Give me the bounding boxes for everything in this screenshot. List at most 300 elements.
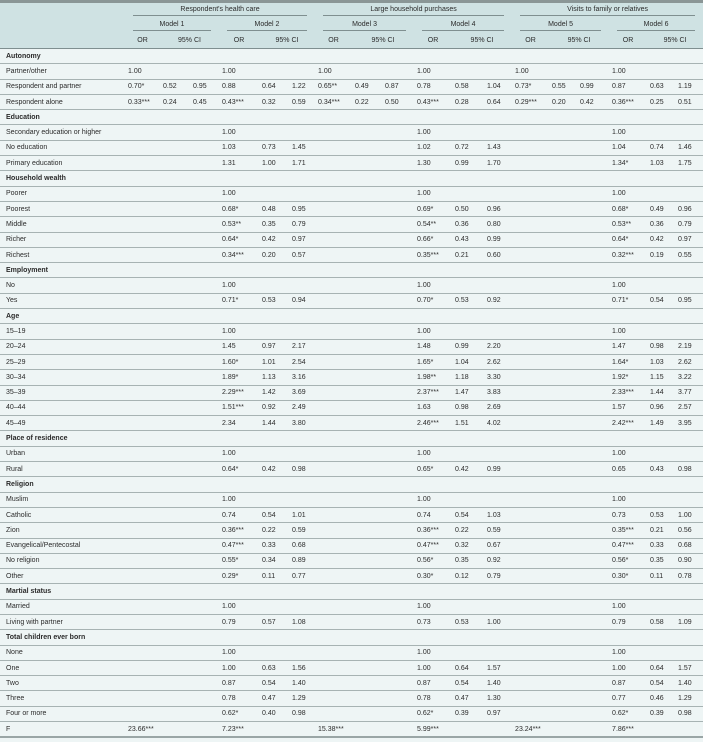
ci-upper-cell: 1.71 (289, 156, 315, 171)
ci-lower-cell (160, 676, 190, 691)
or-cell (125, 140, 160, 155)
ci-lower-cell (352, 523, 382, 538)
or-cell (512, 599, 549, 614)
or-cell: 0.68* (609, 201, 647, 216)
or-cell: 0.62* (414, 706, 452, 721)
ci-lower-cell: 0.72 (452, 140, 484, 155)
ci-lower-cell (549, 370, 577, 385)
table-row (0, 293, 703, 308)
ci-lower-cell: 0.57 (259, 614, 289, 629)
ci-lower-cell (160, 64, 190, 79)
row-label: 30–34 (0, 370, 125, 385)
or-cell (315, 400, 352, 415)
table-row (0, 79, 703, 94)
ci-lower-cell (352, 278, 382, 293)
or-cell: 1.00 (609, 446, 647, 461)
or-cell: 0.71* (219, 293, 259, 308)
ci-upper-cell: 0.97 (289, 232, 315, 247)
table-row (0, 186, 703, 201)
table-row (0, 538, 703, 553)
ci-lower-cell (160, 706, 190, 721)
ci-lower-cell: 0.22 (259, 523, 289, 538)
ci-lower-cell: 1.49 (647, 416, 675, 431)
or-cell: 2.46*** (414, 416, 452, 431)
or-cell (315, 553, 352, 568)
ci-upper-cell (190, 507, 219, 522)
ci-upper-cell: 1.45 (289, 140, 315, 155)
row-label: No (0, 278, 125, 293)
ci-lower-cell (549, 278, 577, 293)
row-label: Poorest (0, 201, 125, 216)
or-cell (125, 156, 160, 171)
ci-upper-cell (577, 446, 609, 461)
ci-upper-cell: 0.59 (289, 523, 315, 538)
ci-lower-cell (549, 416, 577, 431)
ci-upper-cell (484, 645, 512, 660)
ci-lower-cell: 0.97 (259, 339, 289, 354)
ci-lower-cell (160, 247, 190, 262)
or-cell: 1.00 (125, 64, 160, 79)
ci-upper-cell: 1.40 (484, 676, 512, 691)
ci-upper-cell (577, 385, 609, 400)
ci-upper-cell (577, 125, 609, 140)
or-cell (125, 676, 160, 691)
ci-lower-cell: 0.96 (647, 400, 675, 415)
ci-lower-cell: 0.43 (452, 232, 484, 247)
ci-lower-cell: 1.15 (647, 370, 675, 385)
or-cell (512, 400, 549, 415)
ci-upper-cell (577, 186, 609, 201)
ci-lower-cell (160, 400, 190, 415)
table-row (0, 599, 703, 614)
ci-lower-cell (160, 324, 190, 339)
or-cell: 0.74 (219, 507, 259, 522)
or-cell: 0.30* (609, 569, 647, 584)
or-cell (125, 706, 160, 721)
or-cell (512, 523, 549, 538)
model-label: Model 1 (133, 21, 211, 31)
ci-lower-cell: 0.39 (647, 706, 675, 721)
section-label: Household wealth (0, 171, 703, 186)
ci-upper-cell (289, 278, 315, 293)
row-label: Partner/other (0, 64, 125, 79)
row-label: Three (0, 691, 125, 706)
ci-upper-cell: 0.95 (675, 293, 703, 308)
ci-lower-cell (549, 400, 577, 415)
ci-lower-cell (352, 492, 382, 507)
or-cell: 0.43*** (414, 94, 452, 109)
or-cell: 1.00 (414, 660, 452, 675)
or-cell: 0.47*** (609, 538, 647, 553)
ci-upper-cell: 2.20 (484, 339, 512, 354)
table-row (0, 660, 703, 675)
ci-lower-cell (549, 354, 577, 369)
ci-upper-cell (675, 645, 703, 660)
or-header: OR (414, 33, 452, 49)
ci-upper-cell (190, 660, 219, 675)
or-cell (512, 614, 549, 629)
or-cell: 0.35*** (414, 247, 452, 262)
or-cell (512, 446, 549, 461)
or-cell: 1.30 (414, 156, 452, 171)
ci-lower-cell: 0.47 (452, 691, 484, 706)
ci-lower-cell: 0.28 (452, 94, 484, 109)
ci-lower-cell (647, 492, 675, 507)
or-cell: 1.31 (219, 156, 259, 171)
ci-lower-cell (549, 385, 577, 400)
or-cell: 0.35*** (609, 523, 647, 538)
ci-upper-cell (484, 722, 512, 738)
ci-lower-cell (352, 569, 382, 584)
ci-upper-cell: 0.68 (675, 538, 703, 553)
or-cell (315, 676, 352, 691)
or-cell: 1.00 (315, 64, 352, 79)
table-row (0, 416, 703, 431)
ci-lower-cell (160, 186, 190, 201)
table-row (0, 339, 703, 354)
or-cell (125, 569, 160, 584)
ci-upper-cell (190, 156, 219, 171)
ci-lower-cell (259, 492, 289, 507)
or-cell: 5.99*** (414, 722, 452, 738)
or-cell: 0.64* (219, 462, 259, 477)
ci-lower-cell (352, 186, 382, 201)
ci-lower-cell (352, 599, 382, 614)
ci-upper-cell (382, 569, 414, 584)
ci-lower-cell (160, 599, 190, 614)
or-cell (512, 416, 549, 431)
ci-upper-cell (484, 125, 512, 140)
ci-upper-cell (577, 324, 609, 339)
ci-upper-cell (675, 64, 703, 79)
ci-upper-cell (675, 492, 703, 507)
or-cell: 1.00 (219, 645, 259, 660)
or-cell (315, 156, 352, 171)
row-label: 20–24 (0, 339, 125, 354)
ci-lower-cell (549, 569, 577, 584)
ci-lower-cell (549, 599, 577, 614)
or-cell: 1.63 (414, 400, 452, 415)
ci-lower-cell: 1.44 (647, 385, 675, 400)
or-cell: 1.00 (609, 186, 647, 201)
ci-lower-cell (352, 385, 382, 400)
section-label: Place of residence (0, 431, 703, 446)
ci-upper-cell: 0.87 (382, 79, 414, 94)
or-cell: 2.33*** (609, 385, 647, 400)
ci-lower-cell (352, 140, 382, 155)
section-label: Religion (0, 477, 703, 492)
ci-upper-cell (577, 232, 609, 247)
ci-upper-cell: 2.62 (484, 354, 512, 369)
section-row (0, 584, 703, 599)
ci-lower-cell (549, 156, 577, 171)
or-cell: 0.87 (609, 79, 647, 94)
ci-upper-cell (382, 553, 414, 568)
ci-upper-cell: 0.79 (484, 569, 512, 584)
or-cell: 0.79 (609, 614, 647, 629)
or-cell: 1.02 (414, 140, 452, 155)
or-cell: 0.36*** (219, 523, 259, 538)
ci-lower-cell: 0.22 (352, 94, 382, 109)
or-cell (512, 156, 549, 171)
ci-lower-cell: 1.18 (452, 370, 484, 385)
ci-upper-cell (382, 492, 414, 507)
ci-header: 95% CI (160, 33, 219, 49)
ci-upper-cell: 1.30 (484, 691, 512, 706)
ci-upper-cell (484, 186, 512, 201)
or-cell (512, 339, 549, 354)
ci-upper-cell: 0.95 (190, 79, 219, 94)
ci-upper-cell (382, 462, 414, 477)
ci-lower-cell: 0.12 (452, 569, 484, 584)
or-cell (315, 446, 352, 461)
ci-lower-cell (549, 186, 577, 201)
ci-upper-cell (577, 492, 609, 507)
ci-lower-cell: 0.54 (452, 507, 484, 522)
ci-lower-cell (352, 676, 382, 691)
row-label: 45–49 (0, 416, 125, 431)
ci-upper-cell (484, 446, 512, 461)
ci-lower-cell: 0.99 (452, 339, 484, 354)
ci-lower-cell (160, 125, 190, 140)
ci-lower-cell (549, 201, 577, 216)
or-cell (512, 660, 549, 675)
or-cell: 1.00 (414, 645, 452, 660)
ci-upper-cell (382, 722, 414, 738)
ci-upper-cell (190, 278, 219, 293)
ci-upper-cell (382, 201, 414, 216)
ci-upper-cell: 2.57 (675, 400, 703, 415)
ci-lower-cell: 0.54 (647, 293, 675, 308)
ci-upper-cell (675, 599, 703, 614)
ci-lower-cell (160, 278, 190, 293)
or-cell (125, 201, 160, 216)
ci-lower-cell (160, 660, 190, 675)
ci-lower-cell (549, 614, 577, 629)
ci-upper-cell: 1.08 (289, 614, 315, 629)
ci-upper-cell (190, 462, 219, 477)
or-cell (512, 232, 549, 247)
ci-upper-cell (577, 569, 609, 584)
or-cell: 0.34*** (219, 247, 259, 262)
or-cell (125, 492, 160, 507)
ci-upper-cell: 3.95 (675, 416, 703, 431)
or-cell: 1.00 (414, 446, 452, 461)
ci-lower-cell: 0.73 (259, 140, 289, 155)
or-cell: 1.04 (609, 140, 647, 155)
ci-upper-cell (382, 645, 414, 660)
section-row (0, 309, 703, 324)
row-label: None (0, 645, 125, 660)
or-header: OR (219, 33, 259, 49)
ci-upper-cell: 3.69 (289, 385, 315, 400)
table-row (0, 400, 703, 415)
ci-lower-cell (352, 416, 382, 431)
ci-lower-cell: 0.54 (259, 507, 289, 522)
ci-upper-cell (190, 446, 219, 461)
ci-upper-cell (190, 538, 219, 553)
ci-upper-cell (577, 416, 609, 431)
ci-upper-cell (190, 492, 219, 507)
ci-lower-cell (160, 370, 190, 385)
or-cell (315, 492, 352, 507)
ci-lower-cell: 0.21 (452, 247, 484, 262)
or-cell: 1.92* (609, 370, 647, 385)
or-cell (512, 569, 549, 584)
ci-upper-cell (289, 446, 315, 461)
or-cell: 0.30* (414, 569, 452, 584)
or-cell: 0.78 (414, 691, 452, 706)
or-cell: 0.65* (414, 462, 452, 477)
ci-lower-cell (549, 232, 577, 247)
ci-upper-cell (190, 614, 219, 629)
or-cell (125, 400, 160, 415)
or-cell: 0.32*** (609, 247, 647, 262)
ci-lower-cell (452, 125, 484, 140)
model-header (125, 18, 219, 33)
row-label: Muslim (0, 492, 125, 507)
model-label: Model 5 (520, 21, 601, 31)
or-cell (125, 691, 160, 706)
ci-upper-cell: 0.92 (484, 553, 512, 568)
ci-upper-cell (382, 125, 414, 140)
ci-upper-cell: 0.57 (289, 247, 315, 262)
ci-upper-cell: 0.79 (675, 217, 703, 232)
ci-upper-cell: 1.01 (289, 507, 315, 522)
ci-header: 95% CI (352, 33, 414, 49)
or-cell (315, 691, 352, 706)
ci-lower-cell (259, 446, 289, 461)
table-row (0, 156, 703, 171)
row-label: 25–29 (0, 354, 125, 369)
ci-lower-cell: 1.04 (452, 354, 484, 369)
ci-lower-cell (160, 156, 190, 171)
ci-upper-cell (577, 538, 609, 553)
ci-upper-cell (382, 385, 414, 400)
or-cell: 1.00 (219, 64, 259, 79)
or-cell (512, 354, 549, 369)
ci-upper-cell (675, 125, 703, 140)
or-cell: 1.00 (219, 324, 259, 339)
ci-lower-cell: 0.22 (452, 523, 484, 538)
ci-lower-cell (259, 324, 289, 339)
ci-upper-cell (190, 217, 219, 232)
ci-upper-cell (289, 599, 315, 614)
ci-lower-cell: 0.63 (647, 79, 675, 94)
ci-upper-cell (382, 217, 414, 232)
ci-lower-cell (549, 247, 577, 262)
ci-upper-cell (382, 186, 414, 201)
or-cell (512, 293, 549, 308)
table-row (0, 278, 703, 293)
ci-upper-cell: 2.69 (484, 400, 512, 415)
ci-upper-cell (289, 64, 315, 79)
ci-upper-cell (382, 614, 414, 629)
ci-lower-cell: 0.98 (452, 400, 484, 415)
or-cell (125, 538, 160, 553)
or-cell: 0.47*** (414, 538, 452, 553)
ci-upper-cell (382, 232, 414, 247)
or-cell: 1.00 (414, 125, 452, 140)
row-label: Rural (0, 462, 125, 477)
ci-lower-cell (549, 140, 577, 155)
ci-lower-cell: 0.74 (647, 140, 675, 155)
ci-upper-cell (675, 186, 703, 201)
ci-upper-cell (577, 247, 609, 262)
row-label: Catholic (0, 507, 125, 522)
or-cell (315, 538, 352, 553)
ci-upper-cell (577, 462, 609, 477)
or-cell (315, 416, 352, 431)
ci-upper-cell: 2.19 (675, 339, 703, 354)
or-cell: 7.23*** (219, 722, 259, 738)
table-row (0, 722, 703, 738)
or-cell (315, 523, 352, 538)
ci-upper-cell (577, 660, 609, 675)
model-label: Model 3 (323, 21, 406, 31)
model-header (315, 18, 414, 33)
ci-lower-cell: 0.63 (259, 660, 289, 675)
or-cell (315, 370, 352, 385)
table-row (0, 614, 703, 629)
or-cell: 1.57 (609, 400, 647, 415)
ci-lower-cell (352, 645, 382, 660)
or-cell: 0.47*** (219, 538, 259, 553)
ci-upper-cell (382, 370, 414, 385)
or-cell (315, 140, 352, 155)
ci-upper-cell: 0.96 (484, 201, 512, 216)
or-cell: 0.73* (512, 79, 549, 94)
or-cell (125, 339, 160, 354)
or-cell (512, 462, 549, 477)
ci-upper-cell (484, 64, 512, 79)
ci-lower-cell (452, 492, 484, 507)
ci-lower-cell (352, 446, 382, 461)
ci-lower-cell (452, 64, 484, 79)
or-cell (125, 217, 160, 232)
ci-lower-cell (259, 278, 289, 293)
or-cell (125, 278, 160, 293)
row-label: Two (0, 676, 125, 691)
or-cell: 0.64* (609, 232, 647, 247)
ci-upper-cell (484, 492, 512, 507)
or-cell: 1.00 (414, 492, 452, 507)
ci-upper-cell (382, 278, 414, 293)
ci-upper-cell: 1.56 (289, 660, 315, 675)
ci-lower-cell: 0.46 (647, 691, 675, 706)
ci-lower-cell (352, 232, 382, 247)
ci-lower-cell: 1.03 (647, 354, 675, 369)
table-row (0, 247, 703, 262)
or-cell: 0.87 (219, 676, 259, 691)
ci-upper-cell (382, 446, 414, 461)
ci-lower-cell: 1.42 (259, 385, 289, 400)
ci-lower-cell: 0.24 (160, 94, 190, 109)
ci-lower-cell (352, 691, 382, 706)
or-cell: 1.00 (512, 64, 549, 79)
ci-lower-cell: 0.52 (160, 79, 190, 94)
ci-upper-cell: 1.46 (675, 140, 703, 155)
ci-lower-cell (160, 217, 190, 232)
group-header: Visits to family or relatives (512, 3, 703, 18)
or-cell: 0.66* (414, 232, 452, 247)
ci-upper-cell (484, 324, 512, 339)
table-row (0, 676, 703, 691)
or-cell (125, 293, 160, 308)
ci-upper-cell (190, 706, 219, 721)
ci-lower-cell (549, 324, 577, 339)
ci-lower-cell (549, 462, 577, 477)
